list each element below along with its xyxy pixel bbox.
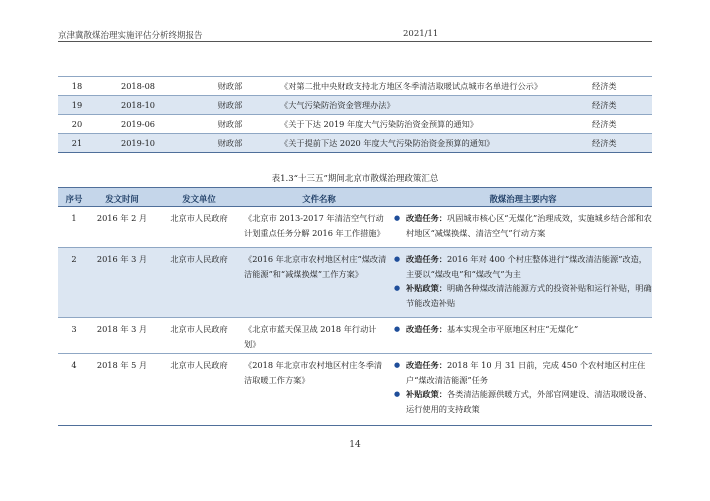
report-date: 2021/11: [403, 29, 439, 39]
row-date: 2016 年 3 月: [90, 248, 154, 318]
bullet-icon: ●: [394, 214, 401, 222]
bullet-icon: ●: [394, 284, 401, 292]
row-document: 《关于下达 2019 年度大气污染防治资金预算的通知》: [280, 115, 592, 134]
item-text: 各类清洁能源供暖方式，外部官网建设、清洁取暖设备、运行使用的支持政策: [406, 389, 652, 414]
row-document: 《北京市 2013-2017 年清洁空气行动计划重点任务分解 2016 年工作措施》: [244, 207, 394, 248]
row-department: 财政部: [180, 134, 280, 153]
header-number: 序号: [58, 188, 90, 207]
header-date: 发文时间: [90, 188, 154, 207]
row-number: 19: [58, 96, 96, 115]
header-content: 散煤治理主要内容: [394, 188, 652, 207]
row-unit: 北京市人民政府: [154, 207, 244, 248]
row-unit: 北京市人民政府: [154, 354, 244, 426]
item-label: 改造任务：: [406, 254, 447, 264]
content-item: [394, 252, 652, 281]
header-document: 文件名称: [244, 188, 394, 207]
table-row: [58, 96, 652, 115]
table-row: [58, 318, 652, 354]
page-number: 14: [349, 440, 361, 450]
content-item: [394, 211, 652, 240]
content-item: [394, 358, 652, 387]
item-text: 2018 年 10 月 31 日前，完成 450 个农村地区村庄住户“煤改清洁能源”任务: [406, 360, 646, 385]
content-item: [394, 281, 652, 310]
content-item: [394, 322, 652, 337]
item-text: 巩固城市核心区“无煤化”治理成效，实施城乡结合部和农村地区“减煤换煤、清洁空气”行动方案: [406, 213, 652, 238]
bullet-icon: ●: [394, 325, 401, 333]
row-type: 经济类: [592, 96, 652, 115]
row-number: 21: [58, 134, 96, 153]
row-department: 财政部: [180, 77, 280, 96]
row-document: 《北京市蓝天保卫战 2018 年行动计划》: [244, 318, 394, 354]
beijing-policy-table: [58, 187, 652, 426]
item-text: 基本实现全市平原地区村庄“无煤化”: [446, 324, 579, 334]
row-content: [394, 207, 652, 248]
item-label: 补贴政策：: [406, 389, 447, 399]
row-type: 经济类: [592, 115, 652, 134]
bullet-icon: ●: [394, 361, 401, 369]
row-date: 2016 年 2 月: [90, 207, 154, 248]
row-number: 3: [58, 318, 90, 354]
table-caption: 表1.3“十三五”期间北京市散煤治理政策汇总: [271, 174, 439, 184]
content-item: [394, 387, 652, 416]
table-row: [58, 354, 652, 426]
table-row: [58, 115, 652, 134]
row-date: 2019-06: [96, 115, 180, 134]
row-document: 《关于提前下达 2020 年度大气污染防治资金预算的通知》: [280, 134, 592, 153]
row-content: [394, 318, 652, 354]
row-document: 《对第二批中央财政支持北方地区冬季清洁取暖试点城市名单进行公示》: [280, 77, 592, 96]
page-header: [58, 28, 652, 42]
item-label: 改造任务：: [406, 324, 447, 334]
item-label: 改造任务：: [406, 213, 447, 223]
row-document: 《大气污染防治资金管理办法》: [280, 96, 592, 115]
continued-policy-table: [58, 76, 652, 153]
table-row: [58, 134, 652, 153]
row-number: 2: [58, 248, 90, 318]
row-number: 4: [58, 354, 90, 426]
row-date: 2018 年 3 月: [90, 318, 154, 354]
table-row: [58, 77, 652, 96]
row-type: 经济类: [592, 77, 652, 96]
row-content: [394, 354, 652, 426]
bullet-icon: ●: [394, 255, 401, 263]
table-row: [58, 207, 652, 248]
row-type: 经济类: [592, 134, 652, 153]
item-label: 改造任务：: [406, 360, 447, 370]
row-unit: 北京市人民政府: [154, 248, 244, 318]
row-number: 1: [58, 207, 90, 248]
row-date: 2018 年 5 月: [90, 354, 154, 426]
bullet-icon: ●: [394, 390, 401, 398]
row-content: [394, 248, 652, 318]
row-document: 《2016 年北京市农村地区村庄“煤改清洁能源”和“减煤换煤”工作方案》: [244, 248, 394, 318]
table-row: [58, 248, 652, 318]
row-date: 2018-10: [96, 96, 180, 115]
item-text: 2016 年对 400 个村庄整体进行“煤改清洁能源”改造，主要以“煤改电”和“煤改气”为主: [406, 254, 647, 279]
header-unit: 发文单位: [154, 188, 244, 207]
item-text: 明确各种煤改清洁能源方式的投资补贴和运行补贴，明确节能改造补贴: [406, 283, 652, 308]
table-header-row: [58, 188, 652, 207]
report-title: 京津冀散煤治理实施评估分析终期报告: [58, 31, 203, 41]
item-label: 补贴政策：: [406, 283, 447, 293]
row-department: 财政部: [180, 96, 280, 115]
row-unit: 北京市人民政府: [154, 318, 244, 354]
row-date: 2019-10: [96, 134, 180, 153]
row-department: 财政部: [180, 115, 280, 134]
row-number: 18: [58, 77, 96, 96]
row-date: 2018-08: [96, 77, 180, 96]
row-document: 《2018 年北京市农村地区村庄冬季清洁取暖工作方案》: [244, 354, 394, 426]
row-number: 20: [58, 115, 96, 134]
